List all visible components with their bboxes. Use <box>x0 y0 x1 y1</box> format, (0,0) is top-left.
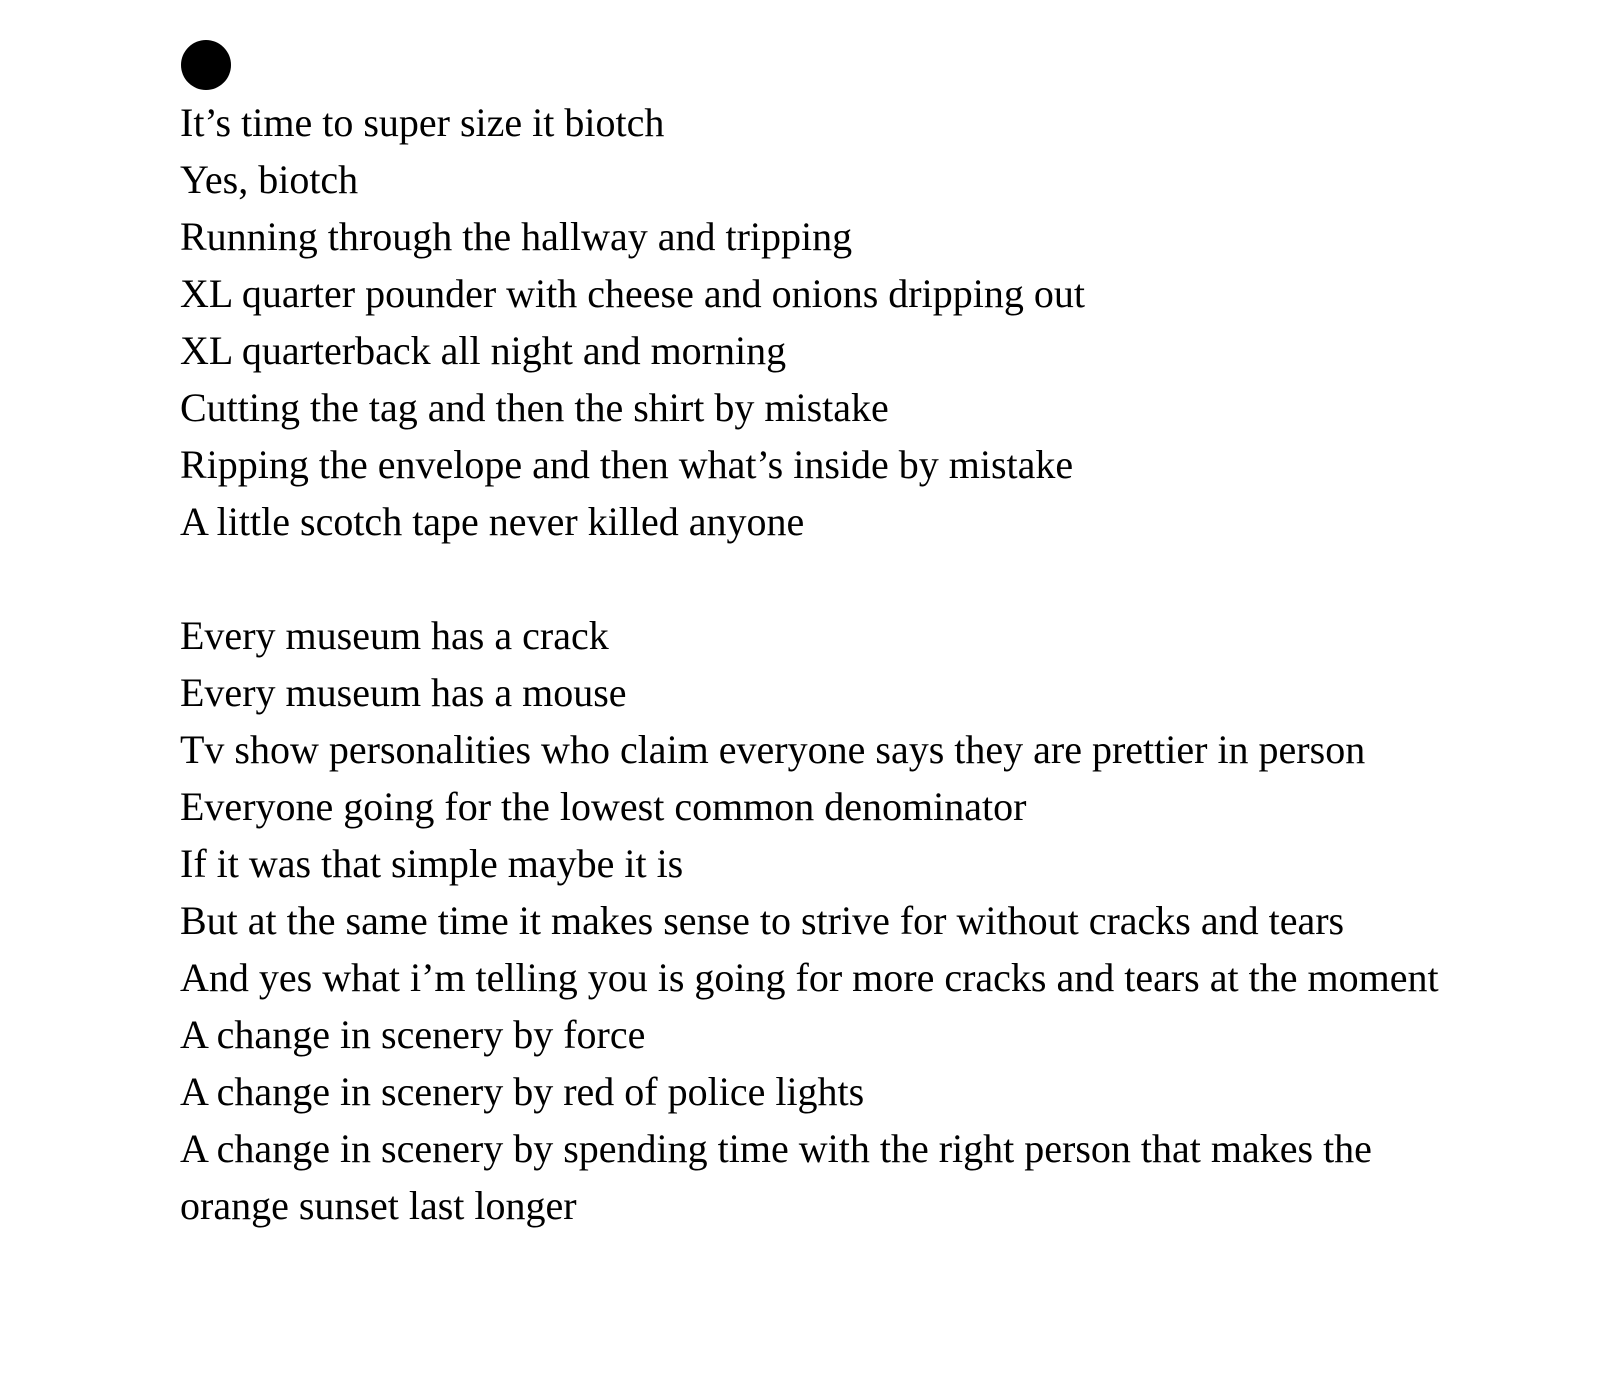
poem-line: Every museum has a crack <box>180 613 609 658</box>
poem-line: Ripping the envelope and then what’s inside by mistake <box>180 442 1074 487</box>
poem-line: If it was that simple maybe it is <box>180 841 684 886</box>
poem-line: And yes what i’m telling you is going for more cracks and tears at the moment <box>180 955 1439 1000</box>
poem-line: A change in scenery by red of police lights <box>180 1069 865 1114</box>
poem-line: A little scotch tape never killed anyone <box>180 499 805 544</box>
stanza-2 <box>180 607 1440 1234</box>
poem-line: Running through the hallway and tripping <box>180 214 853 259</box>
bullet-icon <box>181 40 231 90</box>
poem-line: Yes, biotch <box>180 157 359 202</box>
poem-line: XL quarter pounder with cheese and onions dripping out <box>180 271 1085 316</box>
poem-line: Every museum has a mouse <box>180 670 627 715</box>
poem-line: A change in scenery by force <box>180 1012 646 1057</box>
poem-line: Cutting the tag and then the shirt by mistake <box>180 385 889 430</box>
poem-line: XL quarterback all night and morning <box>180 328 787 373</box>
poem-line: It’s time to super size it biotch <box>180 100 665 145</box>
document-page <box>180 40 1440 1234</box>
poem-line: Everyone going for the lowest common denominator <box>180 784 1027 829</box>
stanza-1 <box>180 94 1440 550</box>
poem-line: Tv show personalities who claim everyone says they are prettier in person <box>180 727 1366 772</box>
poem-line: But at the same time it makes sense to strive for without cracks and tears <box>180 898 1345 943</box>
poem-line: A change in scenery by spending time with the right person that makes the orange sunset last longer <box>180 1126 1372 1228</box>
